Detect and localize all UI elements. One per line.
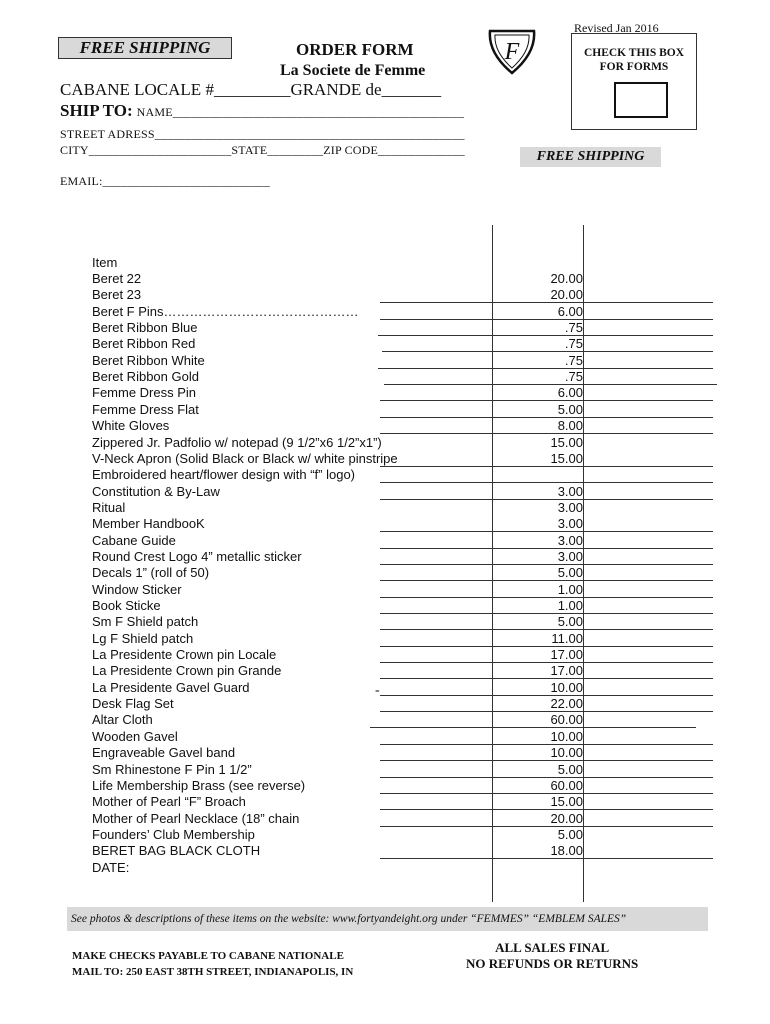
shield-crest-icon (484, 25, 540, 77)
item-name: Beret 22 (92, 271, 142, 286)
item-name: Beret Ribbon Red (92, 336, 196, 352)
item-name: Member HandbooK (92, 516, 205, 532)
item-name: La Presidente Crown pin Locale (92, 647, 277, 663)
street-field[interactable]: STREET ADRESS__________________________________________________ (60, 127, 465, 141)
item-header: Item (92, 255, 118, 270)
item-price: 3.00 (557, 532, 583, 548)
item-price: .75 (564, 352, 583, 368)
item-price: 3.00 (557, 516, 583, 532)
item-name: Beret Ribbon Gold (92, 369, 199, 385)
city-state-zip-field[interactable]: CITY_______________________STATE_________ZIP CODE______________ (60, 143, 465, 157)
item-name: Life Membership Brass (see reverse) (92, 777, 306, 793)
dash-mark: - (375, 683, 380, 698)
item-name: La Presidente Gavel Guard (92, 679, 250, 695)
item-price: 1.00 (557, 598, 583, 613)
item-name: White Gloves (92, 418, 170, 434)
item-price: 6.00 (557, 303, 583, 319)
item-price: 5.00 (557, 614, 583, 630)
item-name: Beret Ribbon Blue (92, 320, 198, 336)
item-price: .75 (564, 320, 583, 336)
item-price: 1.00 (557, 581, 583, 597)
item-price: 10.00 (550, 728, 583, 744)
item-name: Mother of Pearl “F” Broach (92, 794, 246, 810)
item-name: Desk Flag Set (92, 696, 174, 712)
crest-letter: F (504, 39, 520, 65)
item-price: 5.00 (557, 565, 583, 581)
item-name: Book Sticke (92, 598, 161, 613)
no-refunds: NO REFUNDS OR RETURNS (466, 956, 639, 971)
item-name: DATE: (92, 859, 130, 875)
item-name: Sm F Shield patch (92, 614, 199, 630)
item-name: Lg F Shield patch (92, 630, 194, 646)
item-name: Engraveable Gavel band (92, 745, 236, 761)
free-shipping-banner: FREE SHIPPING (58, 37, 232, 59)
item-name: Femme Dress Pin (92, 385, 197, 401)
item-name: Cabane Guide (92, 532, 176, 548)
check-box-title: CHECK THIS BOX FOR FORMS (583, 47, 685, 73)
forms-checkbox[interactable] (614, 82, 668, 118)
item-name: Wooden Gavel (92, 728, 178, 744)
item-name: Altar Cloth (92, 712, 153, 728)
item-price: 15.00 (550, 434, 583, 450)
email-field[interactable]: EMAIL:___________________________ (60, 174, 270, 188)
item-price: 60.00 (550, 712, 583, 728)
item-price: 3.00 (557, 548, 583, 564)
item-price: 20.00 (550, 271, 583, 286)
item-name: V-Neck Apron (Solid Black or Black w/ white pinstripe (92, 450, 398, 466)
item-price: 15.00 (550, 450, 583, 466)
item-price: 17.00 (550, 647, 583, 663)
item-price: 3.00 (557, 499, 583, 515)
item-price: 11.00 (551, 630, 583, 646)
item-name: Sm Rhinestone F Pin 1 1/2” (92, 761, 252, 777)
item-price: 18.00 (550, 843, 583, 859)
item-name: Beret F Pins……………………………………… (92, 303, 359, 319)
sales-policy (466, 940, 638, 972)
item-price: 3.00 (557, 483, 583, 499)
item-name: Beret Ribbon White (92, 352, 205, 368)
ship-to-label: SHIP TO: (60, 101, 133, 120)
item-price: 10.00 (550, 745, 583, 761)
item-name: La Presidente Crown pin Grande (92, 663, 282, 679)
all-sales-final: ALL SALES FINAL (495, 940, 610, 955)
ship-to-row (60, 101, 464, 121)
item-price: 22.00 (550, 696, 583, 712)
item-name: Zippered Jr. Padfolio w/ notepad (9 1/2”x6 1/2”x1”) (92, 434, 382, 450)
item-price: 5.00 (557, 761, 583, 777)
free-shipping-badge: FREE SHIPPING (520, 147, 661, 167)
form-title: ORDER FORM (296, 40, 414, 59)
check-box-panel (571, 33, 697, 130)
website-note: See photos & descriptions of these items on the website: www.fortyandeight.org under “FEMMES” “EMBLEM SALES” (67, 907, 708, 931)
item-price: 6.00 (557, 385, 583, 401)
quantity-entry-line[interactable] (380, 858, 713, 859)
item-price: 60.00 (550, 777, 583, 793)
item-name: Ritual (92, 499, 126, 515)
item-name: Round Crest Logo 4” metallic sticker (92, 548, 302, 564)
item-name: Femme Dress Flat (92, 401, 199, 417)
cabane-field[interactable]: CABANE LOCALE #_________GRANDE de_______ (60, 80, 442, 99)
item-price: 17.00 (550, 663, 583, 679)
payment-instructions (72, 948, 353, 980)
item-name: Window Sticker (92, 581, 182, 597)
checks-payable: MAKE CHECKS PAYABLE TO CABANE NATIONALE (72, 950, 344, 962)
item-name: Mother of Pearl Necklace (18” chain (92, 810, 300, 826)
item-price: 15.00 (550, 794, 583, 810)
item-name: Constitution & By-Law (92, 483, 220, 499)
item-name: BERET BAG BLACK CLOTH (92, 843, 261, 859)
item-price: 8.00 (557, 418, 583, 434)
organization-name: La Societe de Femme (280, 62, 426, 79)
item-price: 10.00 (550, 679, 583, 695)
item-price: .75 (564, 369, 583, 385)
item-name: Decals 1” (roll of 50) (92, 565, 210, 581)
name-field[interactable]: NAME_______________________________________________ (136, 105, 465, 119)
revised-date: Revised Jan 2016 (574, 21, 659, 35)
quantity-entry-line[interactable] (380, 466, 713, 467)
item-price: 20.00 (550, 287, 583, 303)
item-name: Founders’ Club Membership (92, 826, 255, 842)
item-name: Beret 23 (92, 287, 142, 303)
item-price: 5.00 (557, 401, 583, 417)
item-price: 5.00 (557, 826, 583, 842)
mail-to-address: MAIL TO: 250 EAST 38TH STREET, INDIANAPOLIS, IN (72, 966, 354, 978)
item-price: .75 (564, 336, 583, 352)
item-name: Embroidered heart/flower design with “f” logo) (92, 467, 356, 483)
item-price: 20.00 (550, 810, 583, 826)
